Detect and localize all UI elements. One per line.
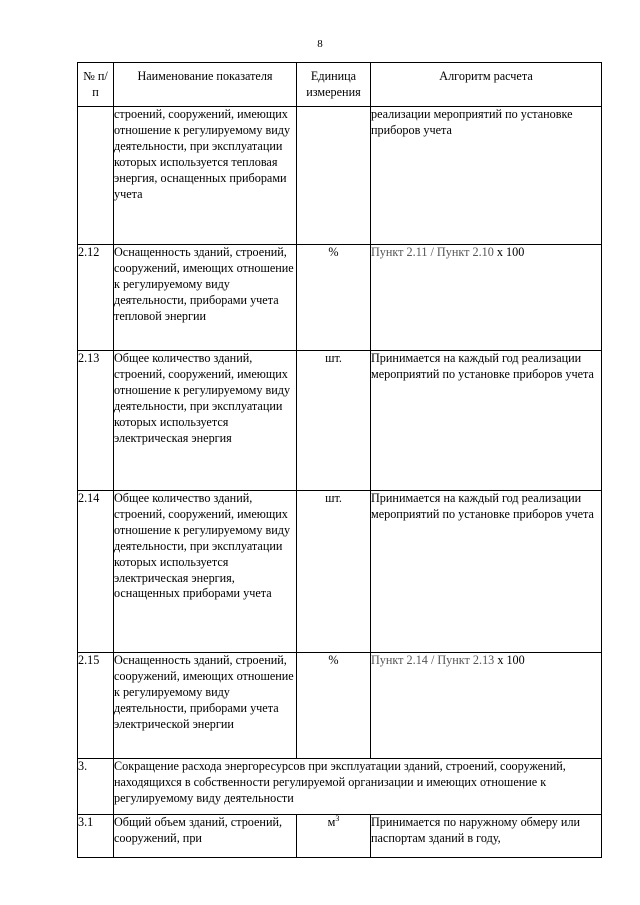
- row-num: [78, 107, 114, 245]
- row-num: 2.14: [78, 491, 114, 653]
- formula-ref: Пункт 2.10: [436, 245, 494, 259]
- row-num: 3.1: [78, 815, 114, 858]
- unit-exponent: 3: [335, 813, 340, 823]
- table-header-row: [78, 63, 602, 107]
- row-unit: шт.: [297, 491, 371, 653]
- row-algorithm: Принимается на каждый год реализации мероприятий по установке приборов учета: [371, 491, 602, 653]
- row-unit: [297, 107, 371, 245]
- formula-ref: Пункт 2.13: [437, 653, 495, 667]
- formula-separator: /: [427, 653, 438, 667]
- table-row: [78, 245, 602, 351]
- row-name: строений, сооружений, имеющих отношение к регулируемому виду деятельности, при эксплуатации которых используется тепловая энергия, оснащенных приборами учета: [114, 107, 297, 245]
- row-algorithm: Принимается по наружному обмеру или паспортам зданий в году,: [371, 815, 602, 858]
- formula-multiplier: x 100: [494, 653, 525, 667]
- section-num: 3.: [78, 759, 114, 815]
- indicator-table: [77, 62, 602, 858]
- header-algorithm: Алгоритм расчета: [371, 63, 602, 107]
- section-row: [78, 759, 602, 815]
- row-name: Оснащенность зданий, строений, сооружений, имеющих отношение к регулируемому виду деятельности, приборами учета тепловой энергии: [114, 245, 297, 351]
- row-name: Общее количество зданий, строений, сооружений, имеющих отношение к регулируемому виду деятельности, при эксплуатации которых используется электрическая энергия: [114, 351, 297, 491]
- row-unit: шт.: [297, 351, 371, 491]
- table-row: [78, 653, 602, 759]
- row-name: Оснащенность зданий, строений, сооружений, имеющих отношение к регулируемому виду деятельности, приборами учета электрической энергии: [114, 653, 297, 759]
- table-row: [78, 491, 602, 653]
- row-unit: %: [297, 245, 371, 351]
- row-algorithm: [371, 245, 602, 351]
- formula-ref: Пункт 2.14: [371, 653, 428, 667]
- row-num: 2.12: [78, 245, 114, 351]
- row-name: Общее количество зданий, строений, сооружений, имеющих отношение к регулируемому виду деятельности, при эксплуатации которых используется электрическая энергия, оснащенных приборами учета: [114, 491, 297, 653]
- page-number: 8: [317, 38, 323, 50]
- section-title: Сокращение расхода энергоресурсов при эксплуатации зданий, строений, сооружений, находящихся в собственности регулируемой организации и имеющих отношение к регулируемому виду деятельности: [114, 759, 602, 815]
- table-row: [78, 351, 602, 491]
- row-unit: %: [297, 653, 371, 759]
- formula-separator: /: [427, 245, 437, 259]
- header-name: Наименование показателя: [114, 63, 297, 107]
- header-unit: Единица измерения: [297, 63, 371, 107]
- row-num: 2.13: [78, 351, 114, 491]
- row-algorithm: Принимается на каждый год реализации мероприятий по установке приборов учета: [371, 351, 602, 491]
- row-algorithm: реализации мероприятий по установке приборов учета: [371, 107, 602, 245]
- header-num: № п/п: [78, 63, 114, 107]
- unit-base: м: [327, 815, 336, 829]
- row-algorithm: [371, 653, 602, 759]
- row-num: 2.15: [78, 653, 114, 759]
- table-row: [78, 107, 602, 245]
- formula-multiplier: x 100: [493, 245, 525, 259]
- row-unit: [297, 815, 371, 858]
- table-row: [78, 815, 602, 858]
- formula-ref: Пункт 2.11: [371, 245, 428, 259]
- row-name: Общий объем зданий, строений, сооружений, при: [114, 815, 297, 858]
